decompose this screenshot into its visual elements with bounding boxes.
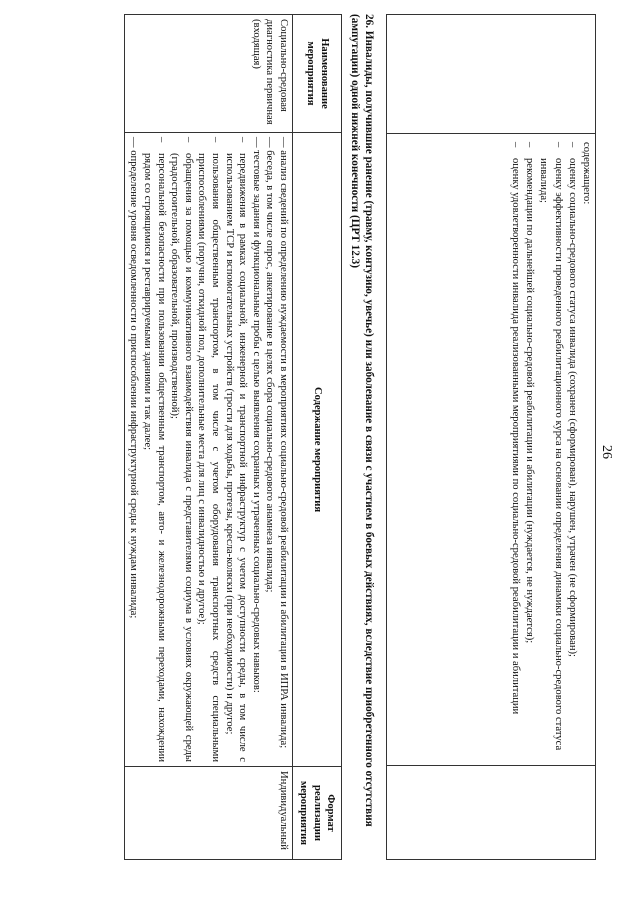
header-activity-format: Формат реализации мероприятия bbox=[293, 767, 342, 860]
content-item: — беседа, в том числе опрос, анкетирование в целях сбора социально-средового анамнеза инвалида; bbox=[264, 137, 276, 593]
content-subitem: – пользования общественным транспортом, в том числе с учетом оборудования транспортных средств специальными приспособлениями (поручни, откидной пол, дополнительные места для лиц с инвалидностью и другое); bbox=[196, 137, 222, 762]
continued-table bbox=[386, 14, 596, 860]
table-header-row bbox=[293, 15, 342, 860]
header-activity-name: Наименование мероприятия bbox=[293, 15, 342, 133]
content-subitem: – персональной безопасности при пользовании общественным транспортом, авто- и железнодорожными переходами, нахождении рядом со строящимися и реставрируемыми зданиями и так далее; bbox=[142, 137, 167, 762]
content-subitem: – обращения за помощью и коммуникативного взаимодействия инвалида с представителями социума в условиях окружающей среды (градостроительной, образовательной, производственной); bbox=[169, 137, 194, 762]
continued-intro: содержащего: bbox=[581, 142, 592, 205]
activity-name-cell: Социально-средовая диагностика первичная (входящая) bbox=[124, 15, 292, 133]
content-item: — анализ сведений по определению нуждаемости в мероприятиях социально-средовой реабилитации и абилитации в ИПРА инвалида; bbox=[278, 137, 289, 749]
table-row bbox=[124, 15, 292, 860]
continued-table-name-cell bbox=[387, 15, 595, 134]
content-subitem: – передвижения в рамках социальной, инженерной и транспортной инфраструктур с учетом доступности среды, в том числе с использованием ТСР и вспомогательных устройств (трости для ходьбы, протезы, кресла-коляски (при необходимости) и другое; bbox=[223, 137, 249, 762]
activity-content-cell bbox=[124, 133, 292, 767]
continued-item: – рекомендации по дальнейшей социально-средовой реабилитации и абилитации (нуждается, не нуждается); bbox=[524, 142, 536, 644]
continued-table-content-cell bbox=[387, 134, 595, 766]
continued-item: – оценку социально-средового статуса инвалида (сохранен (сформирован), нарушен, утрачен (не сформирован); bbox=[566, 142, 578, 657]
header-activity-content: Содержание мероприятия bbox=[293, 133, 342, 767]
content-item: — определение уровня осведомленности о приспособлении инфраструктурной среды к нуждам инвалида; bbox=[128, 137, 140, 619]
document-page bbox=[124, 14, 596, 860]
continued-item: – оценку удовлетворенности инвалида реализованными мероприятиями по социально-средовой реабилитации и абилитации bbox=[509, 142, 521, 715]
content-item: — тестовые задания и функциональные пробы с целью выявления сохранных и утраченных социально-средовых навыков: bbox=[250, 137, 262, 693]
activity-format-cell: Индивидуальный bbox=[124, 767, 292, 860]
continued-table-format-cell bbox=[387, 766, 595, 859]
continued-item: – оценку эффективности проведенного реабилитационного курса на основании определения динамики социально-средового статуса инвалида; bbox=[538, 142, 564, 751]
section-heading: 26. Инвалиды, получившие ранение (травму, контузию, увечье) или заболевание в связи с участием в боевых действиях, вследствие приобретенного отсутствия (ампутации) одной нижней конечности (ЦРТ 12.3) bbox=[349, 14, 375, 827]
activities-table bbox=[124, 14, 342, 860]
page-number: 26 bbox=[599, 445, 614, 459]
